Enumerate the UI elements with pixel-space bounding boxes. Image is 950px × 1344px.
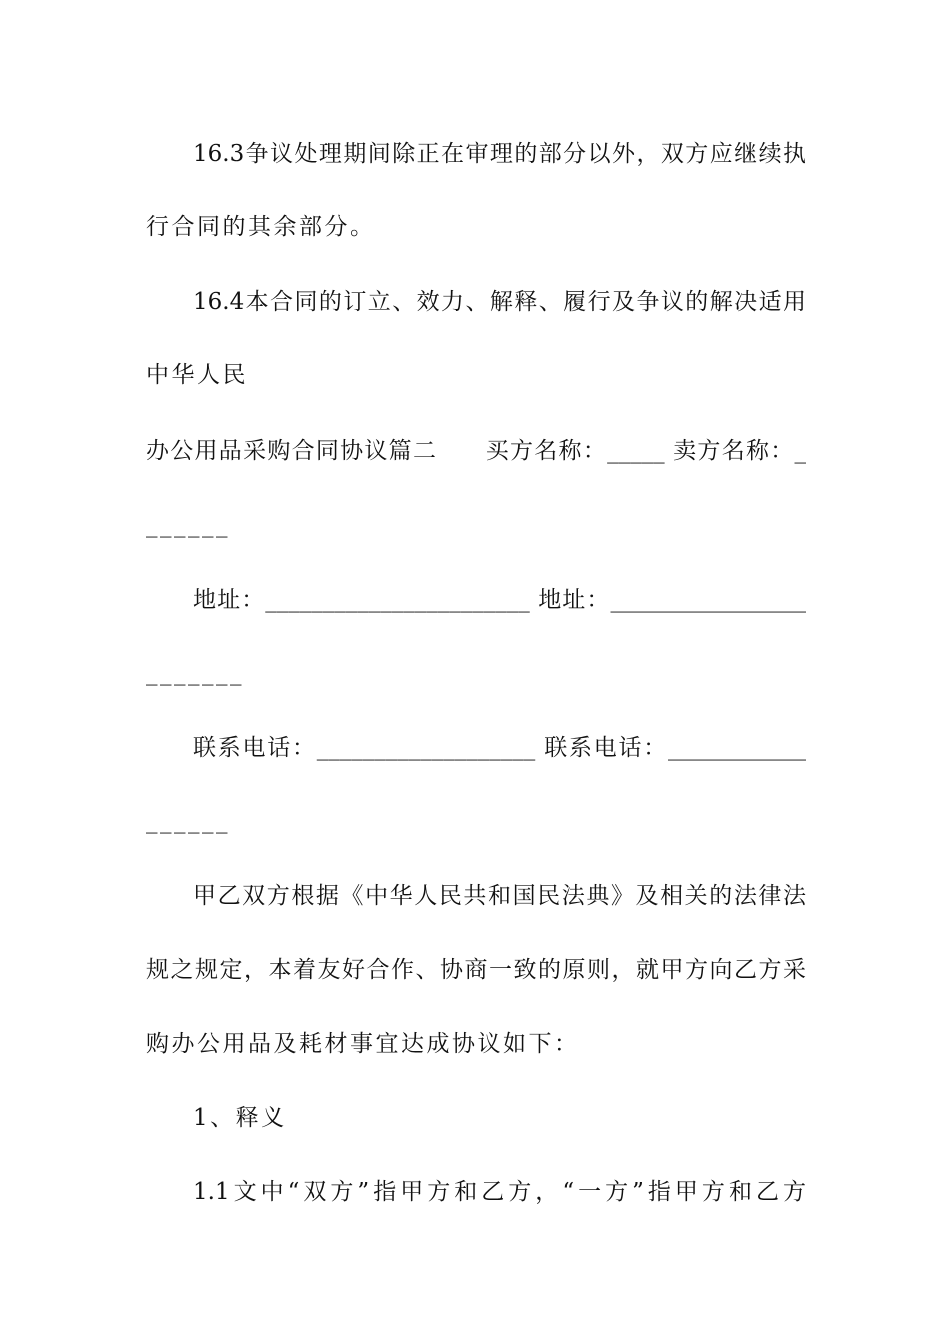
preamble-line-1: 甲乙双方根据《中华人民共和国民法典》及相关的法律法 — [193, 883, 806, 909]
preamble-line-2: 规之规定，本着友好合作、协商一致的原则，就甲方向乙方采 — [146, 957, 806, 983]
paragraph-16-4-line-2: 中华人民 — [146, 362, 248, 388]
address-line: 地址：_______________________ 地址：_________________ — [193, 587, 806, 613]
paragraph-16-3-line-1: 16.3争议处理期间除正在审理的部分以外，双方应继续执 — [193, 141, 806, 167]
phone-blank: ______ — [146, 808, 230, 834]
seller-name-blank: ______ — [146, 512, 230, 538]
paragraph-16-3-line-2: 行合同的其余部分。 — [146, 214, 376, 240]
phone-line: 联系电话：___________________ 联系电话：____________ — [193, 735, 806, 761]
address-blank: _______ — [146, 660, 244, 686]
clause-1-1-line-1: 1.1文中“双方”指甲方和乙方，“一方”指甲方和乙方 — [193, 1179, 806, 1205]
section-1-heading: 1、释义 — [193, 1105, 287, 1131]
preamble-line-3: 购办公用品及耗材事宜达成协议如下： — [146, 1031, 580, 1057]
paragraph-16-4-line-1: 16.4本合同的订立、效力、解释、履行及争议的解决适用 — [193, 289, 806, 315]
contract-title-line: 办公用品采购合同协议篇二 买方名称：_____ 卖方名称：_ — [146, 438, 806, 464]
